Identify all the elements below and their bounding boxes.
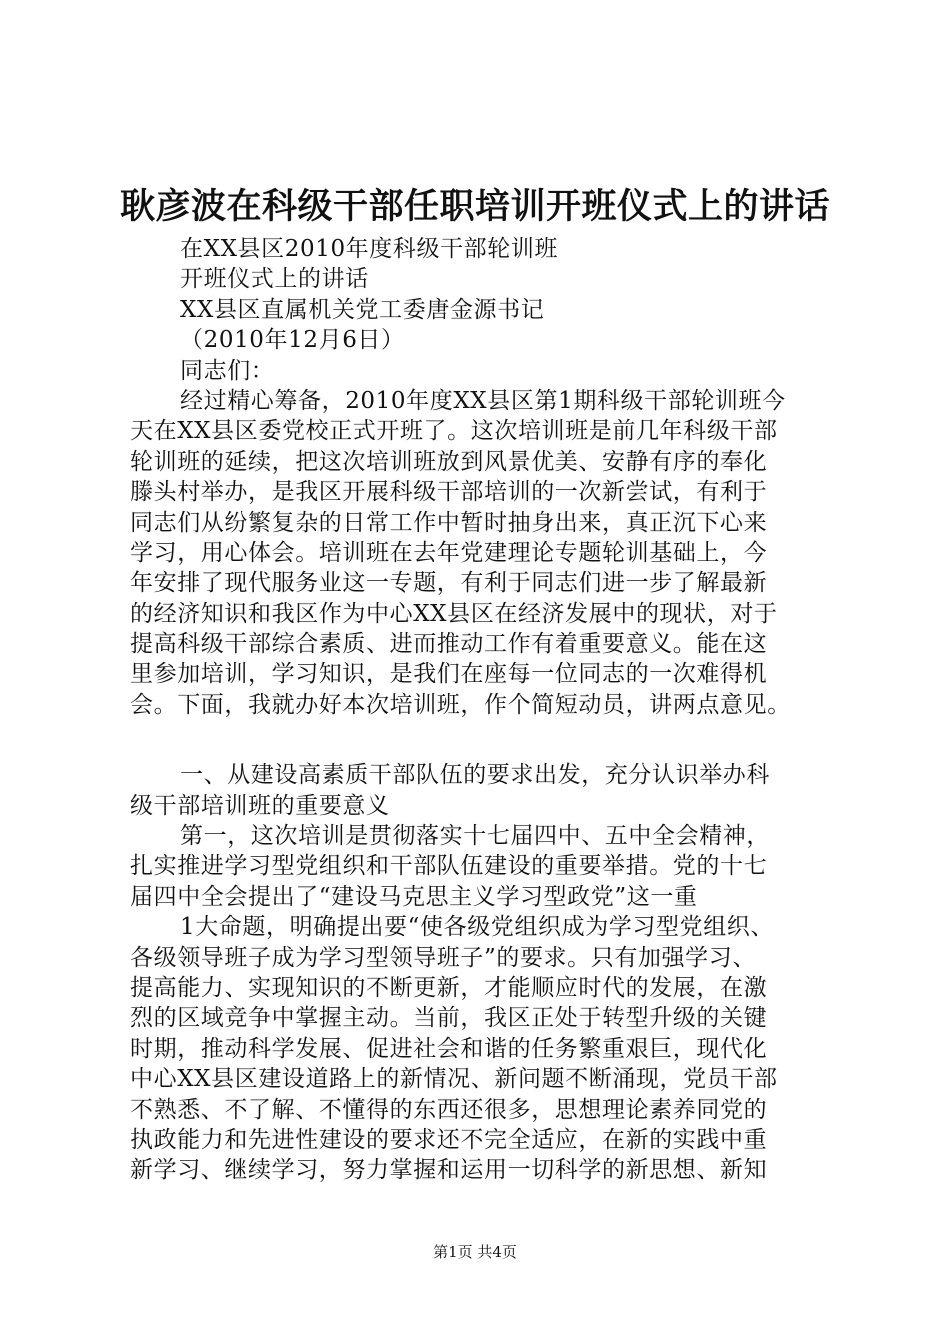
text-line: 烈的区域竞争中掌握主动。当前，我区正处于转型升级的关键 [130,1005,768,1032]
text-line: 第一，这次培训是贯彻落实十七届四中、五中全会精神， [180,823,770,850]
page-footer: 第1页 共4页 [433,1243,517,1261]
text-line: 执政能力和先进性建设的要求还不完全适应，在新的实践中重 [130,1126,768,1153]
document-title: 耿彦波在科级干部任职培训开班仪式上的讲话 [119,186,830,227]
text-line: 扎实推进学习型党组织和干部队伍建设的重要举措。党的十七 [130,853,768,880]
text-line: 届四中全会提出了“建设马克思主义学习型政党”这一重 [130,883,698,910]
header-line: 开班仪式上的讲话 [180,266,369,293]
text-line: 经过精心筹备，2010年度XX县区第1期科级干部轮训班今 [180,387,786,414]
header-line: XX县区直属机关党工委唐金源书记 [180,296,545,323]
text-line: 滕头村举办，是我区开展科级干部培训的一次新尝试，有利于 [130,479,768,506]
text-line: 提高科级干部综合素质、进而推动工作有着重要意义。能在这 [130,631,768,658]
salutation: 同志们： [180,357,275,384]
text-line: 的经济知识和我区作为中心XX县区在经济发展中的现状，对于 [130,600,778,627]
date-line: （2010年12月6日） [180,327,405,354]
text-line: 新学习、继续学习，努力掌握和运用一切科学的新思想、新知 [130,1157,768,1184]
text-line: 提高能力、实现知识的不断更新，才能顺应时代的发展，在激 [130,974,768,1001]
paragraph-1 [130,386,830,720]
text-line: 同志们从纷繁复杂的日常工作中暂时抽身出来，真正沉下心来 [130,509,768,536]
text-line: 轮训班的延续，把这次培训班放到风景优美、安静有序的奉化 [130,448,768,475]
heading-line: 一、从建设高素质干部队伍的要求出发，充分认识举办科 [180,762,770,789]
text-line: 天在XX县区委党校正式开班了。这次培训班是前几年科级干部 [130,418,778,445]
text-line: 1大命题，明确提出要“使各级党组织成为学习型党组织、 [180,914,774,941]
header-line: 在XX县区2010年度科级干部轮训班 [180,236,559,262]
paragraph-3 [130,912,830,1186]
text-line: 学习，用心体会。培训班在去年党建理论专题轮训基础上，今 [130,539,768,566]
text-line: 各级领导班子成为学习型领导班子”的要求。只有加强学习、 [130,944,756,971]
text-line: 时期，推动科学发展、促进社会和谐的任务繁重艰巨，现代化 [130,1035,768,1062]
text-line: 会。下面，我就办好本次培训班，作个简短动员，讲两点意见。 [130,691,791,718]
text-line: 中心XX县区建设道路上的新情况、新问题不断涌现，党员干部 [130,1066,778,1093]
text-line: 里参加培训，学习知识，是我们在座每一位同志的一次难得机 [130,661,768,688]
text-line: 年安排了现代服务业这一专题，有利于同志们进一步了解最新 [130,570,768,597]
document-body [130,234,830,1186]
paragraph-2 [130,821,830,912]
heading-line: 级干部培训班的重要意义 [130,792,390,819]
text-line: 不熟悉、不了解、不懂得的东西还很多，思想理论素养同党的 [130,1096,768,1123]
paragraph-gap [130,720,830,760]
section-heading-1 [130,760,830,821]
